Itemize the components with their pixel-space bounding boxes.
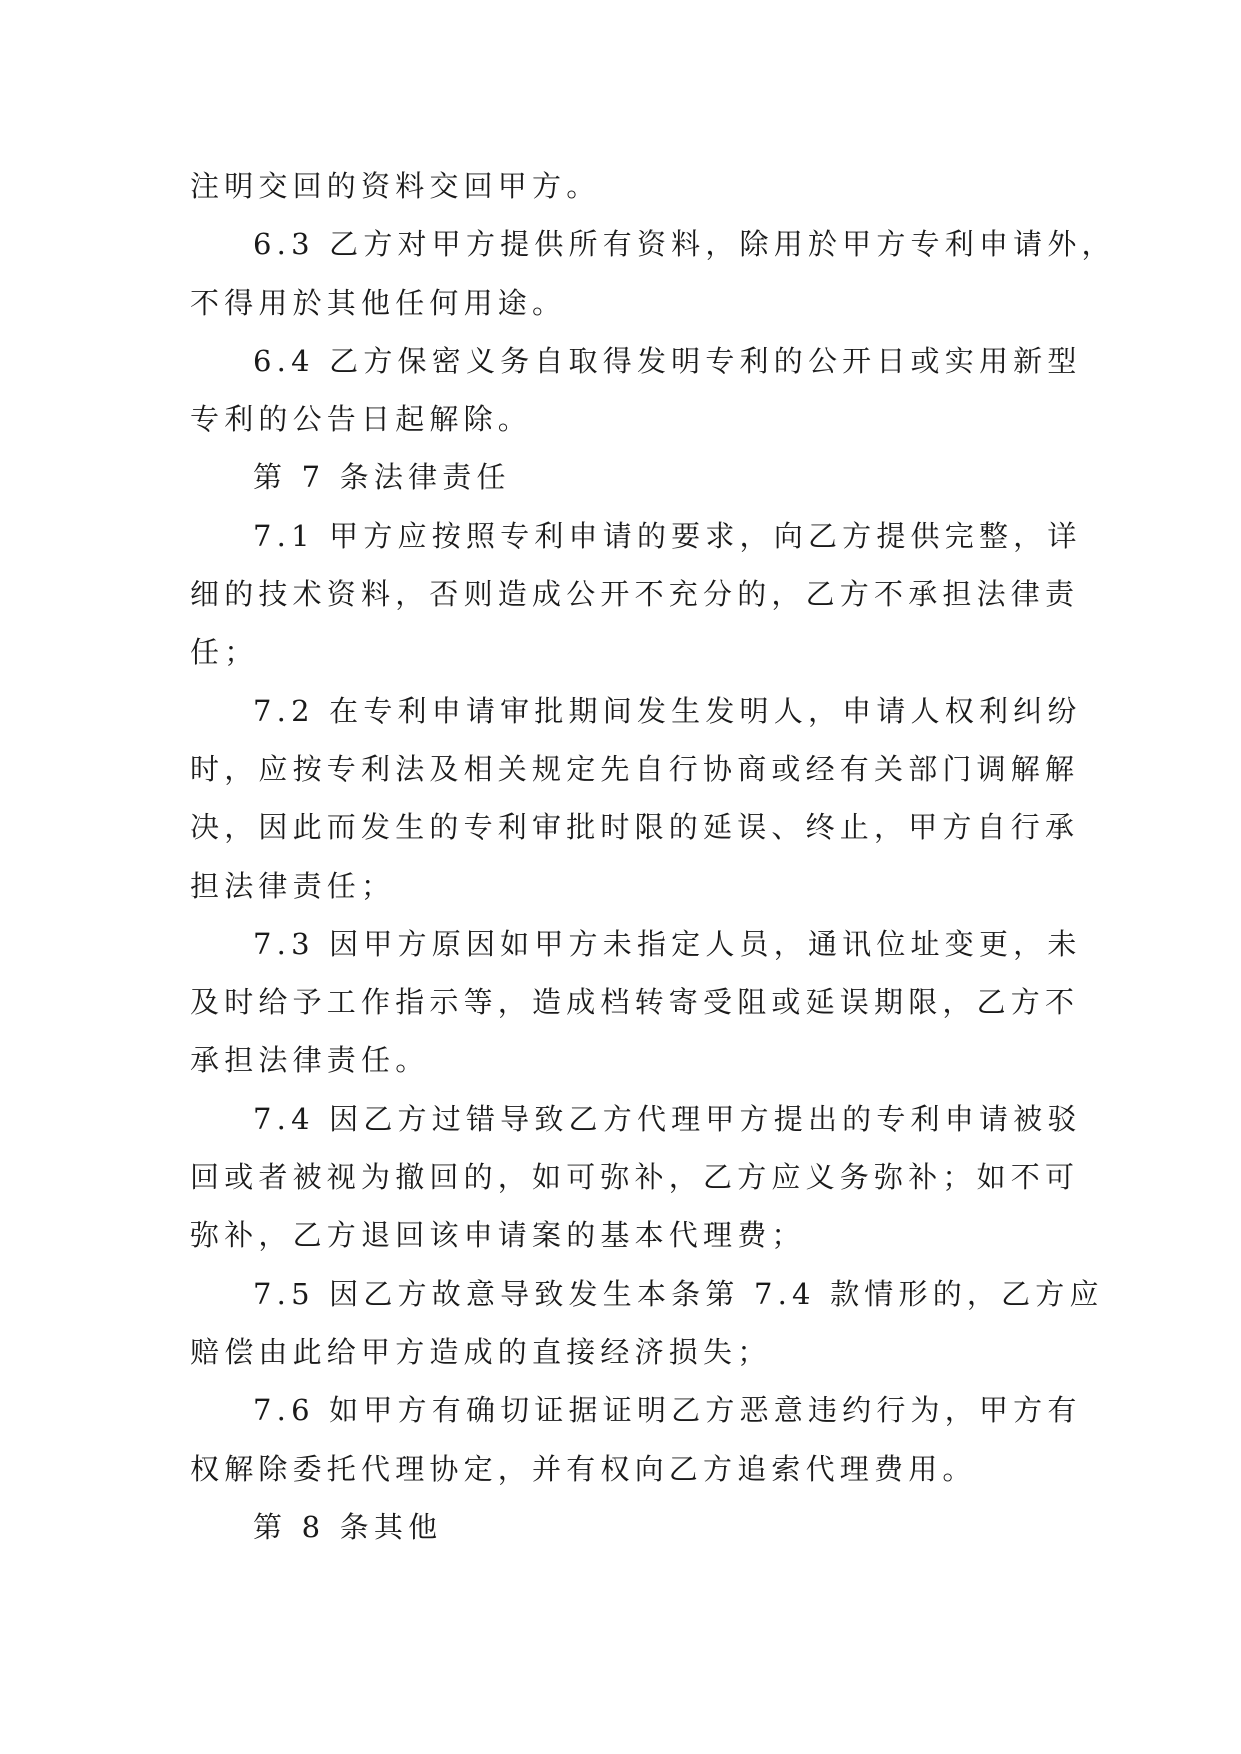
- clause-7-5-line: 7.5 因乙方故意导致发生本条第 7.4 款情形的，乙方应: [253, 1276, 1104, 1311]
- text-line: 赔偿由此给甲方造成的直接经济损失；: [190, 1334, 772, 1369]
- text-line: 不得用於其他任何用途。: [190, 285, 567, 320]
- section-heading-article-8: 第 8 条其他: [253, 1509, 443, 1544]
- text-line: 注明交回的资料交回甲方。: [190, 169, 601, 203]
- clause-7-2-line: 7.2 在专利申请审批期间发生发明人，申请人权利纠纷: [253, 693, 1082, 728]
- text-line: 弥补，乙方退回该申请案的基本代理费；: [190, 1218, 806, 1253]
- text-line: 承担法律责任。: [190, 1043, 430, 1078]
- clause-7-3-line: 7.3 因甲方原因如甲方未指定人员，通讯位址变更，未: [253, 926, 1082, 961]
- section-heading-article-7: 第 7 条法律责任: [253, 460, 511, 495]
- clause-7-1-line: 7.1 甲方应按照专利申请的要求，向乙方提供完整，详: [253, 518, 1082, 553]
- text-line: 及时给予工作指示等，造成档转寄受阻或延误期限，乙方不: [190, 985, 1080, 1020]
- text-line: 专利的公告日起解除。: [190, 402, 533, 437]
- text-line: 任；: [190, 635, 259, 670]
- text-line: 细的技术资料，否则造成公开不充分的，乙方不承担法律责: [190, 577, 1080, 612]
- text-line: 担法律责任；: [190, 868, 396, 903]
- text-line: 回或者被视为撤回的，如可弥补，乙方应义务弥补；如不可: [190, 1160, 1080, 1195]
- clause-6-4-line: 6.4 乙方保密义务自取得发明专利的公开日或实用新型: [253, 343, 1082, 378]
- text-line: 时，应按专利法及相关规定先自行协商或经有关部门调解解: [190, 751, 1080, 786]
- document-body: [190, 157, 1116, 1556]
- clause-7-4-line: 7.4 因乙方过错导致乙方代理甲方提出的专利申请被驳: [253, 1101, 1082, 1136]
- text-line: 权解除委托代理协定，并有权向乙方追索代理费用。: [190, 1451, 977, 1486]
- text-line: 决，因此而发生的专利审批时限的延误、终止，甲方自行承: [190, 810, 1080, 845]
- clause-6-3-line: 6.3 乙方对甲方提供所有资料，除用於甲方专利申请外，: [253, 227, 1116, 262]
- clause-7-6-line: 7.6 如甲方有确切证据证明乙方恶意违约行为，甲方有: [253, 1393, 1082, 1428]
